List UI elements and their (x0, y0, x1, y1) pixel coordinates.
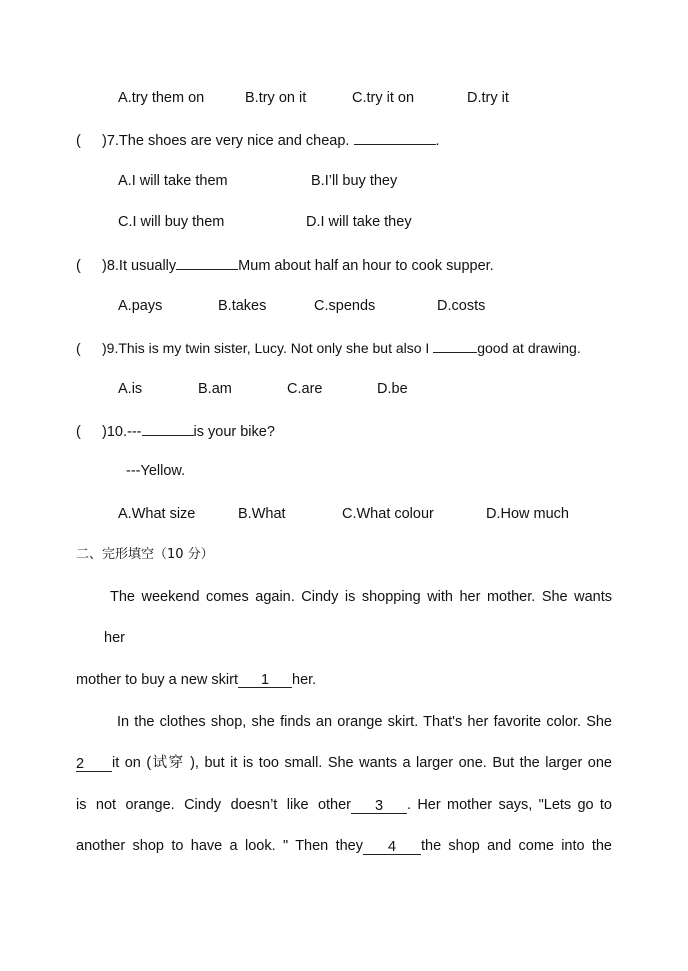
passage-line-4: In the clothes shop, she finds an orange skirt. That's her favorite color. She (117, 714, 612, 730)
q8-answer-blank[interactable] (176, 255, 238, 270)
q7-option-a: A.I will take them (118, 173, 228, 189)
q10-text-pre: 10.--- (106, 424, 142, 440)
q10-option-c: C.What colour (342, 506, 434, 522)
q7-option-d: D.I will take they (306, 214, 412, 230)
q9-option-d: D.be (377, 381, 408, 397)
q8-close-paren: ) (102, 258, 107, 274)
passage-line-7 (76, 837, 612, 855)
passage-line-5-text: it on (试穿 ), but it is too small. She wants a larger one. But the larger one (112, 755, 612, 771)
q10-answer-blank[interactable] (142, 421, 194, 436)
passage-line-3-pre: mother to buy a new skirt (76, 672, 238, 688)
passage-line-6 (76, 796, 612, 814)
q10-open-paren: ( (76, 424, 81, 440)
q6-option-c: C.try it on (352, 90, 415, 106)
q8-text-pre: 8.It usually (106, 258, 177, 274)
q7-end: . (435, 133, 440, 149)
q6-option-a: A.try them on (118, 90, 205, 106)
question-8 (76, 255, 494, 275)
q9-option-a: A.is (118, 381, 143, 397)
q10-text-post: is your bike? (193, 424, 275, 440)
q8-option-d: D.costs (437, 298, 486, 314)
q8-option-b: B.takes (218, 298, 267, 314)
q7-answer-blank[interactable] (354, 130, 436, 145)
cloze-blank-1[interactable]: 1 (238, 673, 292, 688)
q7-open-paren: ( (76, 133, 81, 149)
q8-open-paren: ( (76, 258, 81, 274)
q9-close-paren: ) (102, 340, 107, 356)
passage-line-7-post: the shop and come into the (421, 838, 612, 854)
q7-option-b: B.I’ll buy they (311, 173, 398, 189)
question-9 (76, 338, 581, 357)
q10-option-d: D.How much (486, 506, 569, 522)
passage-line-1: The weekend comes again. Cindy is shopping with her mother. She wants (110, 589, 612, 605)
q10-option-a: A.What size (118, 506, 196, 522)
passage-line-6-pre: is not orange. Cindy doesn’t like other (76, 797, 351, 813)
section-2-heading: 二、完形填空（10 分） (76, 547, 214, 562)
q6-option-b: B.try on it (245, 90, 307, 106)
q10-option-b: B.What (238, 506, 286, 522)
q8-option-a: A.pays (118, 298, 163, 314)
q9-answer-blank[interactable] (433, 338, 477, 353)
q9-option-b: B.am (198, 381, 232, 397)
passage-line-6-post: . Her mother says, "Lets go to (407, 797, 612, 813)
q9-text-post: good at drawing. (477, 340, 581, 356)
passage-line-2: her (104, 630, 125, 646)
q10-answer-line: ---Yellow. (126, 463, 186, 479)
q8-option-c: C.spends (314, 298, 376, 314)
cloze-blank-2[interactable]: 2 (76, 757, 112, 772)
question-7 (76, 130, 440, 150)
q9-option-c: C.are (287, 381, 323, 397)
passage-line-3 (76, 671, 316, 689)
q9-text-pre: 9.This is my twin sister, Lucy. Not only she but also I (106, 340, 430, 356)
passage-line-3-post: her. (292, 672, 317, 688)
q6-option-d: D.try it (467, 90, 509, 106)
cloze-blank-4[interactable]: 4 (363, 840, 421, 855)
q7-text: 7.The shoes are very nice and cheap. (106, 133, 350, 149)
q8-text-post: Mum about half an hour to cook supper. (238, 258, 494, 274)
passage-line-7-pre: another shop to have a look. " Then they (76, 838, 363, 854)
q9-open-paren: ( (76, 340, 81, 356)
q7-option-c: C.I will buy them (118, 214, 225, 230)
passage-line-5 (76, 754, 612, 772)
q7-close-paren: ) (102, 133, 107, 149)
question-10 (76, 421, 275, 441)
q10-close-paren: ) (102, 424, 107, 440)
cloze-blank-3[interactable]: 3 (351, 799, 407, 814)
